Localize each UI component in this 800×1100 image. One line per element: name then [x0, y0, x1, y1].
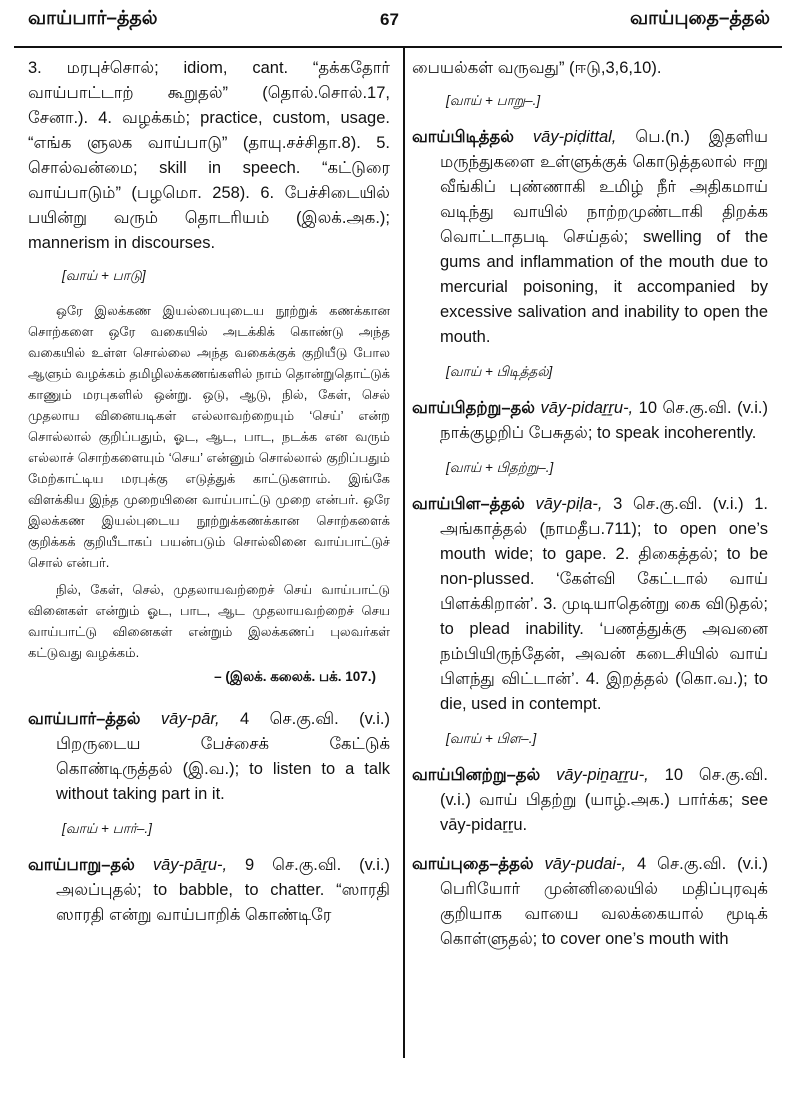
entry-body: 3 செ.கு.வி. (v.i.) 1. அங்காத்தல் (நாமதீப.711); to open one’s mouth wide; to gape. 2. திகைத்தல்; to be non-plussed. ‘கேள்வி கேட்டால் வாய் பிளக்கிறான்’. 3. முடியாதென்று கை விடுதல்; to plead inability. ‘பணத்துக்கு அவனை நம்பியிருந்தேன், அவன் கடைசியில் வாய் பிளந்து விட்டான்’. 4. இறத்தல் (கொ.வ.); to die, used in contempt. — [440, 495, 768, 713]
dictionary-entry — [412, 125, 768, 350]
headword: வாய்பிள–த்தல் — [412, 495, 525, 513]
entry-body: பெ.(n.) இதளிய மருந்துகளை உள்ளுக்குக் கொடுத்தலால் ஈறு வீங்கிப் புண்ணாகி உமிழ் நீர் அதிகமாய் வடிந்து வாயில் நாற்றமுண்டாகி திறக்க வொட்டாதபடி செய்தல்; swelling of the gums and inflammation of the mouth due to mercurial poisoning, it accompanied by excessive salivation and inability to open the mouth. — [440, 128, 768, 346]
transliteration: vāy-pudai-, — [544, 855, 627, 873]
dictionary-entry — [412, 852, 768, 952]
entry-body: 10 செ.கு.வி. (v.i.) வாய் பிதற்று (யாழ்.அக.) பார்க்க; see vāy-pidaṟṟu. — [440, 766, 768, 834]
entry-continuation: 3. மரபுச்சொல்; idiom, cant. “தக்கதோர் வாய்பாட்டாற் கூறுதல்” (தொல்.சொல்.17, சேனா.). 4. வழக்கம்; practice, custom, usage. “எங்க ளுலக வாய்பாடு” (தாயு.சச்சிதா.8). 5. சொல்வன்மை; skill in speech. “கட்டுரை வாய்பாடும்” (பழமொ. 258). 6. பேச்சிடையில் பயின்று வரும் தொடரியம் (இலக்.அக.); mannerism in discourses. — [28, 59, 390, 252]
headword: வாய்பினற்று–தல் — [412, 766, 541, 784]
headword: வாய்பார்–த்தல் — [28, 710, 141, 728]
note-paragraph: நில், கேள், செல், முதலாயவற்றைச் செய் வாய்பாட்டு வினைகள் என்றும் ஓட, பாட, ஆட முதலாயவற்றைச் செய வாய்பாட்டு வினைகள் என்றும் இலக்கணப் புலவர்கள் கட்டுவது வழக்கம். — [28, 582, 390, 660]
etymology: [வாய் + பாறு–.] — [446, 93, 541, 108]
dictionary-entry — [412, 763, 768, 838]
note-paragraph: ஒரே இலக்கண இயல்பையுடைய நூற்றுக் கணக்கான சொற்களை ஒரே வகையில் அடக்கிக் கொண்டு அந்த வகையில் உள்ள சொல்லை அந்த வகைக்குக் குறியீடு போல ஆளும் வழக்கம் தமிழிலக்கணங்களில் நாம் தொன்றுதொட்டுக் காணும் மரபுகளில் ஒன்று. ஒடு, ஆடு, நில், கேள், செல் முதலாய வினையடிகள் எல்லாவற்றையும் ‘செய்’ என்ற சொல்லால் குறிப்பதும், ஓட, ஆட, பாட, நடக்க என வரும் எல்லாச் சொற்களையும் ‘செய’ என்னும் சொல்லால் குறிப்பதும் மேற்காட்டிய மரபுக்கு எடுத்துக் காட்டுகளாம். இங்கே விளக்கிய இந்த முறையினை வாய்பாட்டு முறை என்பர். ஒரே இலக்கண இயல்புடைய நூற்றுக்கணக்கான சொற்களைக் குறிக்கக் குறியீடாகப் பயன்படும் சொல்லினை வாய்பாட்டுச் சொல் என்பர். — [28, 303, 390, 570]
left-guide-word: வாய்பார்–த்தல் — [28, 8, 158, 29]
transliteration: vāy-pār, — [160, 710, 220, 728]
etymology: [வாய் + பிதற்று–.] — [446, 460, 554, 475]
dictionary-entry — [28, 853, 390, 928]
etymology: [வாய் + பிடித்தல்] — [446, 364, 553, 379]
entry-continuation: பையல்கள் வருவது” (ஈடு,3,6,10). — [412, 59, 662, 77]
right-guide-word: வாய்புதை–த்தல் — [630, 8, 770, 29]
page-header — [0, 0, 800, 58]
transliteration: vāy-piṉaṟṟu-, — [556, 766, 649, 784]
header-rule — [14, 46, 782, 48]
headword: வாய்பிடித்தல் — [412, 128, 514, 146]
dictionary-entry — [28, 707, 390, 807]
right-column — [412, 56, 768, 966]
entry-body: 4 செ.கு.வி. (v.i.) பிறருடைய பேச்சைக் கேட்டுக் கொண்டிருத்தல் (இ.வ.); to listen to a talk without taking part in it. — [56, 710, 390, 803]
etymology: [வாய் + பிள–.] — [446, 731, 537, 746]
entry-body: 4 செ.கு.வி. (v.i.) பெரியோர் முன்னிலையில் மதிப்புரவுக் குறியாக வாயை வலக்கையால் மூடிக் கொள்ளுதல்; to cover one’s mouth with — [440, 855, 768, 948]
left-column — [28, 56, 390, 942]
etymology: [வாய் + பாடு] — [62, 268, 146, 283]
column-divider — [403, 48, 405, 1058]
headword: வாய்பிதற்று–தல் — [412, 399, 536, 417]
transliteration: vāy-pidaṟṟu-, — [540, 399, 634, 417]
headword: வாய்பாறு–தல் — [28, 856, 135, 874]
transliteration: vāy-pāṟu-, — [152, 856, 228, 874]
etymology: [வாய் + பார்–.] — [62, 821, 152, 836]
transliteration: vāy-piḍittal, — [532, 128, 617, 146]
entry-body: 10 செ.கு.வி. (v.i.) நாக்குழறிப் பேசுதல்; to speak incoherently. — [440, 399, 768, 442]
headword: வாய்புதை–த்தல் — [412, 855, 534, 873]
transliteration: vāy-piḷa-, — [535, 495, 603, 513]
note-citation: – (இலக். கலைக். பக். 107.) — [214, 669, 376, 684]
dictionary-entry — [412, 492, 768, 717]
dictionary-entry — [412, 396, 768, 446]
entry-body: 9 செ.கு.வி. (v.i.) அலப்புதல்; to babble, to chatter. “ஸாரதி ஸாரதி என்று வாய்பாறிக் கொண்டிரே — [56, 856, 390, 924]
page-number: 67 — [380, 10, 399, 29]
